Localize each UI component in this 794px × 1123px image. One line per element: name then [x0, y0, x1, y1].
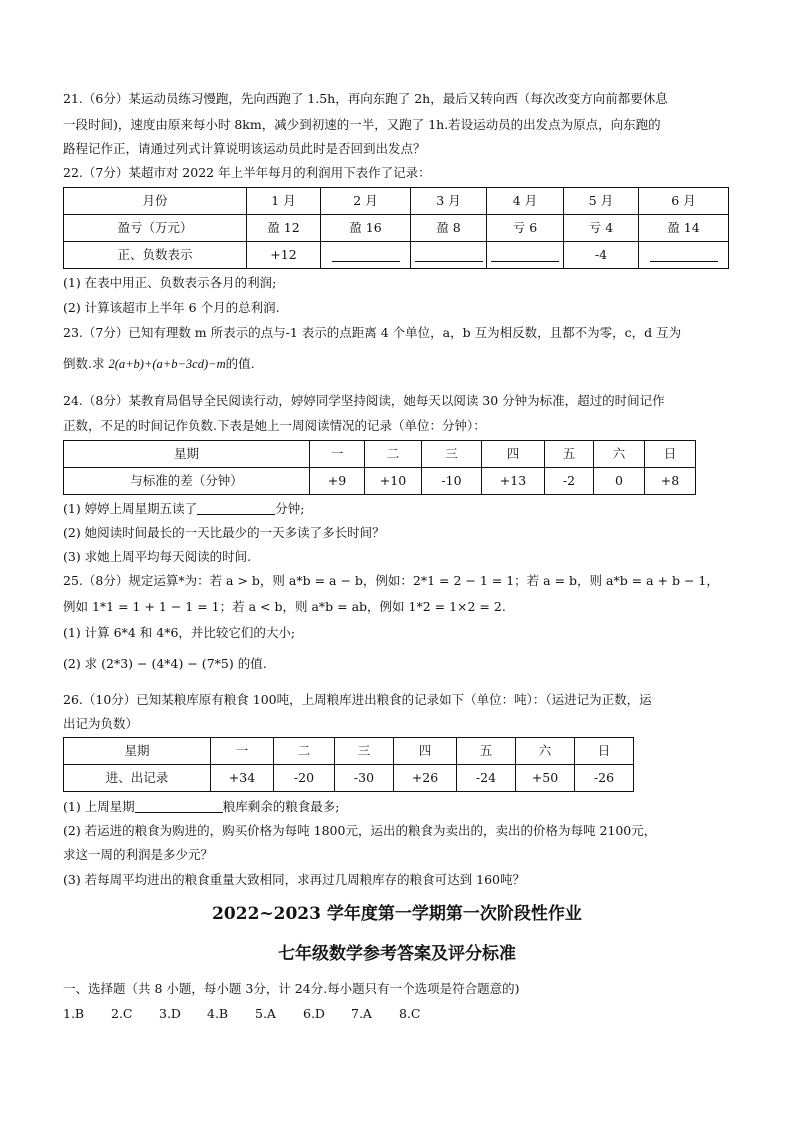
q23-line-1: 23.（7分）已知有理数 m 所表示的点与-1 表示的点距离 4 个单位，a，b 互为相反数，且都不为零，c，d 互为: [63, 325, 682, 340]
table-cell: -2: [545, 468, 594, 495]
choice-answer: 7.A: [351, 1006, 372, 1021]
table-cell: 进、出记录: [64, 765, 211, 792]
table-header-cell: 日: [645, 441, 696, 468]
table-header-cell: 星期: [64, 738, 211, 765]
q23-line-2-suffix: 的值.: [225, 356, 255, 371]
choice-answer: 6.D: [303, 1006, 325, 1021]
table-row: [64, 738, 634, 765]
table-cell: 亏 4: [564, 215, 639, 242]
table-cell: 盈 12: [247, 215, 321, 242]
table-cell: 盈 14: [639, 215, 729, 242]
q24-sub-1-suffix: 分钟;: [275, 501, 305, 516]
table-header-cell: 四: [394, 738, 457, 765]
choice-answer: 1.B: [63, 1006, 85, 1021]
table-cell: -26: [575, 765, 634, 792]
q25-line-1: 25.（8分）规定运算*为：若 a > b，则 a*b = a − b，例如：2*1 = 2 − 1 = 1；若 a = b，则 a*b = a + b − 1，: [63, 573, 719, 588]
table-cell: +9: [310, 468, 365, 495]
table-cell: -20: [274, 765, 335, 792]
q23-line-2-prefix: 倒数.求: [63, 356, 109, 371]
table-cell: -10: [422, 468, 482, 495]
q22-sub-1: (1) 在表中用正、负数表示各月的利润;: [63, 275, 277, 290]
q26-sub-1-prefix: (1) 上周星期: [63, 799, 135, 814]
table-cell: +10: [365, 468, 422, 495]
q23-line-2: [63, 358, 255, 371]
table-row: [64, 765, 634, 792]
table-cell: 盈 8: [411, 215, 487, 242]
table-row: [64, 441, 696, 468]
table-header-cell: 3 月: [411, 188, 487, 215]
choice-answer-list: [63, 1008, 447, 1021]
choice-answer: 4.B: [207, 1006, 229, 1021]
table-cell: +12: [247, 242, 321, 269]
q26-sub-1-suffix: 粮库剩余的粮食最多;: [222, 799, 340, 814]
answer-section-1-heading: 一、选择题（共 8 小题，每小题 3分，计 24分.每小题只有一个选项是符合题意的): [63, 981, 520, 996]
q24-sub-1: [63, 502, 304, 516]
q24-line-1: 24.（8分）某教育局倡导全民阅读行动，婷婷同学坚持阅读，她每天以阅读 30 分钟为标准，超过的时间记作: [63, 393, 665, 408]
q24-sub-2: (2) 她阅读时间最长的一天比最少的一天多读了多长时间？: [63, 525, 385, 540]
table-cell: 亏 6: [487, 215, 564, 242]
choice-answer: 5.A: [255, 1006, 276, 1021]
table-cell: +50: [516, 765, 575, 792]
q22-line-1: 22.（7分）某超市对 2022 年上半年每月的利润用下表作了记录：: [63, 165, 431, 180]
table-row: [64, 215, 729, 242]
answer-blank-cell[interactable]: [321, 242, 411, 269]
table-header-cell: 二: [274, 738, 335, 765]
table-cell: +8: [645, 468, 696, 495]
table-cell: 盈 16: [321, 215, 411, 242]
table-row: [64, 188, 729, 215]
choice-answer: 3.D: [159, 1006, 181, 1021]
table-header-cell: 5 月: [564, 188, 639, 215]
q24-sub-1-prefix: (1) 婷婷上周星期五读了: [63, 501, 198, 516]
table-cell: -24: [457, 765, 516, 792]
q25-sub-1: (1) 计算 6*4 和 4*6，并比较它们的大小;: [63, 625, 296, 640]
choice-answer: 2.C: [111, 1006, 133, 1021]
q26-sub-1: [63, 800, 339, 814]
answer-blank[interactable]: [491, 249, 559, 262]
table-header-cell: 三: [335, 738, 394, 765]
q26-sub-2-line-2: 求这一周的利润是多少元？: [63, 847, 214, 862]
q21-line-2: 一段时间)，速度由原来每小时 8km，减少到初速的一半，又跑了 1h.若设运动员的出发点为原点，向东跑的: [63, 117, 661, 132]
table-cell: +34: [211, 765, 274, 792]
q24-sub-3: (3) 求她上周平均每天阅读的时间.: [63, 549, 252, 564]
table-header-cell: 1 月: [247, 188, 321, 215]
answer-blank-cell[interactable]: [639, 242, 729, 269]
table-header-cell: 月份: [64, 188, 247, 215]
table-row: [64, 468, 696, 495]
q21-line-1: 21.（6分）某运动员练习慢跑，先向西跑了 1.5h，再向东跑了 2h，最后又转向西（每次改变方向前都要休息: [63, 91, 668, 106]
table-row: [64, 242, 729, 269]
table-cell: -30: [335, 765, 394, 792]
answer-key-title: 2022~2023 学年度第一学期第一次阶段性作业: [212, 904, 582, 924]
q26-sub-2-line-1: (2) 若运进的粮食为购进的，购买价格为每吨 1800元，运出的粮食为卖出的，卖出的价格为每吨 2100元，: [63, 823, 657, 838]
table-header-cell: 一: [310, 441, 365, 468]
table-header-cell: 六: [594, 441, 645, 468]
q22-sub-2: (2) 计算该超市上半年 6 个月的总利润.: [63, 300, 280, 315]
q25-sub-2: (2) 求 (2*3) − (4*4) − (7*5) 的值.: [63, 656, 267, 671]
table-cell: 盈亏（万元）: [64, 215, 247, 242]
table-cell: 正、负数表示: [64, 242, 247, 269]
table-cell: +13: [482, 468, 545, 495]
table-header-cell: 4 月: [487, 188, 564, 215]
table-header-cell: 日: [575, 738, 634, 765]
q26-grain-table: [63, 737, 634, 792]
table-header-cell: 三: [422, 441, 482, 468]
q23-expression: 2(a+b)+(a+b−3cd)−m: [108, 357, 226, 371]
answer-key-subtitle: 七年级数学参考答案及评分标准: [278, 944, 516, 964]
table-header-cell: 四: [482, 441, 545, 468]
answer-blank[interactable]: [197, 502, 275, 515]
table-cell: +26: [394, 765, 457, 792]
answer-blank[interactable]: [332, 249, 400, 262]
answer-blank[interactable]: [650, 249, 718, 262]
q26-line-2: 出记为负数）: [63, 716, 139, 731]
answer-blank[interactable]: [135, 800, 223, 813]
table-header-cell: 一: [211, 738, 274, 765]
answer-blank-cell[interactable]: [487, 242, 564, 269]
q26-line-1: 26.（10分）已知某粮库原有粮食 100吨，上周粮库进出粮食的记录如下（单位：吨）：（运进记为正数，运: [63, 692, 652, 707]
q24-line-2: 正数，不足的时间记作负数.下表是她上一周阅读情况的记录（单位：分钟）：: [63, 418, 486, 433]
table-header-cell: 2 月: [321, 188, 411, 215]
table-cell: 0: [594, 468, 645, 495]
table-header-cell: 五: [545, 441, 594, 468]
table-header-cell: 六: [516, 738, 575, 765]
answer-blank[interactable]: [415, 249, 483, 262]
answer-blank-cell[interactable]: [411, 242, 487, 269]
q24-reading-table: [63, 440, 696, 495]
q21-line-3: 路程记作正，请通过列式计算说明该运动员此时是否回到出发点？: [63, 141, 426, 156]
table-header-cell: 6 月: [639, 188, 729, 215]
choice-answer: 8.C: [399, 1006, 421, 1021]
table-header-cell: 五: [457, 738, 516, 765]
q26-sub-3: (3) 若每周平均进出的粮食重量大致相同，求再过几周粮库存的粮食可达到 160吨？: [63, 872, 526, 887]
table-cell: 与标准的差（分钟）: [64, 468, 310, 495]
q25-line-2: 例如 1*1 = 1 + 1 − 1 = 1；若 a < b，则 a*b = ab，例如 1*2 = 1×2 = 2.: [63, 599, 506, 614]
table-header-cell: 星期: [64, 441, 310, 468]
table-header-cell: 二: [365, 441, 422, 468]
q22-profit-table: [63, 187, 729, 269]
table-cell: -4: [564, 242, 639, 269]
